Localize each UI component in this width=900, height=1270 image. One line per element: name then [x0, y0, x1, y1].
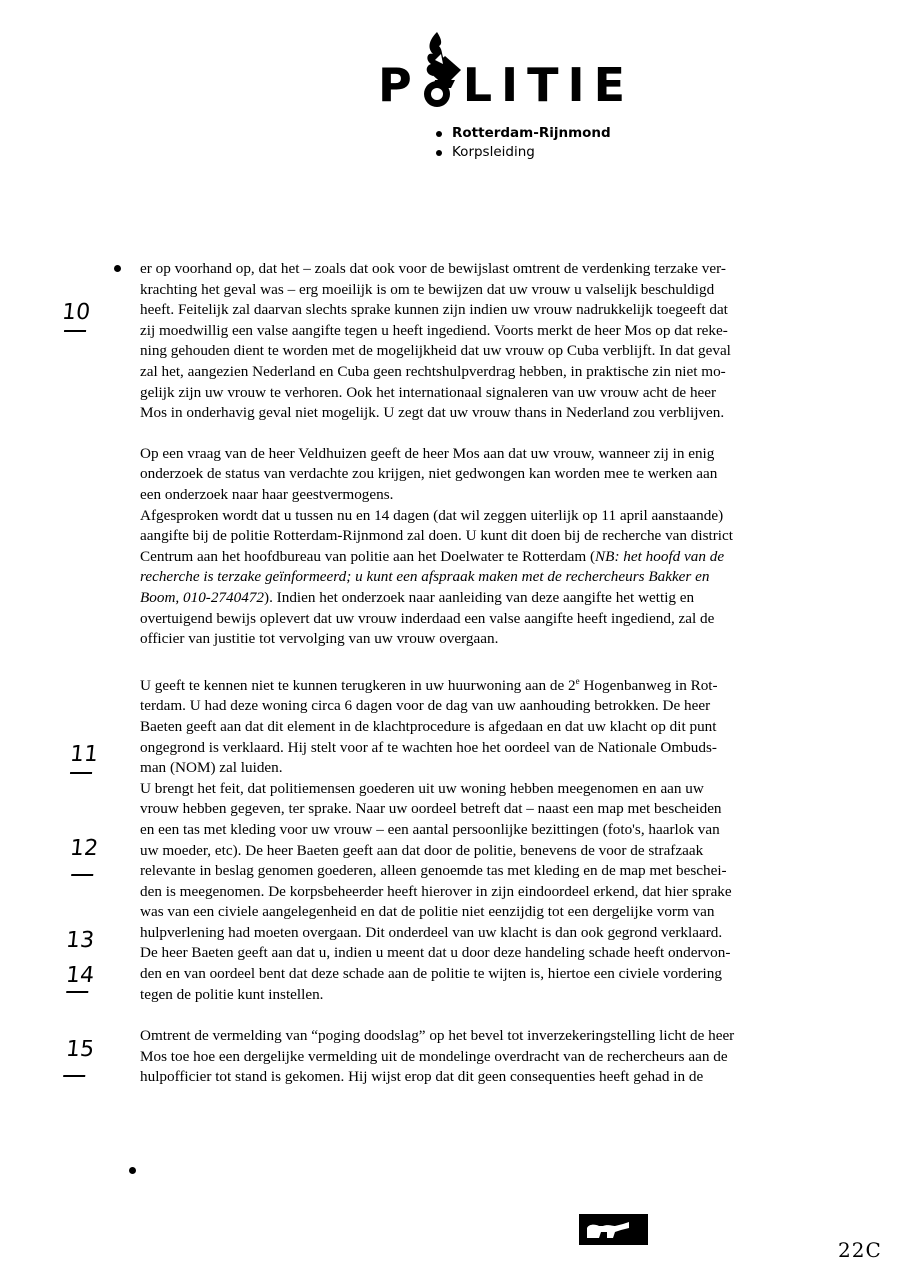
italic-note: NB: het hoofd van de [595, 547, 725, 565]
punch-hole-bullet-icon [114, 265, 121, 272]
text-line: tegen de politie kunt instellen. [140, 985, 324, 1003]
margin-note-number: 10 [60, 300, 92, 325]
margin-note [65, 1037, 96, 1062]
text-line: officier van justitie tot vervolging van uw vrouw overgaan. [140, 630, 499, 648]
footer-stamp-logo [579, 1214, 648, 1245]
logo-letters-litie: LITIE [462, 58, 635, 112]
text-line: Baeten geeft aan dat dit element in de klachtprocedure is afgedaan en dat uw klacht op dit punt [140, 717, 717, 735]
text-line: zij moedwillig een valse aangifte tegen u heeft ingediend. Voorts merkt de heer Mos op dat reke- [140, 321, 728, 339]
text-line: en een tas met kleding voor uw vrouw – een aantal persoonlijke bezittingen (foto's, haarlok van [140, 820, 720, 838]
margin-note-number: 14 [64, 963, 96, 988]
italic-note: recherche is terzake geïnformeerd; u kunt een afspraak maken met de rechercheurs Bakker en [140, 568, 710, 586]
margin-note [65, 963, 96, 988]
text-line: Mos in onderhavig geval niet mogelijk. U zegt dat uw vrouw thans in Nederland zou verblijven. [140, 404, 725, 422]
text-line: den en van oordeel bent dat deze schade aan de politie te wijten is, hiertoe een civiele vordering [140, 965, 722, 983]
margin-note-underline [63, 1075, 85, 1077]
punch-hole-bullet-icon [129, 1167, 136, 1174]
margin-note [69, 742, 100, 767]
text-line: hulpofficier tot stand is gekomen. Hij wijst erop dat dit geen consequenties heeft gehad in de [140, 1068, 704, 1086]
margin-note-number: 13 [64, 928, 96, 953]
org-line-region [436, 124, 611, 143]
text-span: Hogenbanweg in Rot- [579, 676, 718, 694]
text-line [140, 547, 830, 568]
text-line: Mos toe hoe een dergelijke vermelding uit de mondelinge overdracht van de rechercheurs aan de [140, 1047, 728, 1065]
italic-note: Boom, 010-2740472 [140, 588, 265, 606]
stamp-glyph-icon [579, 1214, 648, 1245]
bullet-icon [436, 150, 442, 156]
text-line: den is meegenomen. De korpsbeheerder heeft hierover in zijn eindoordeel erkend, dat hier sprake [140, 882, 732, 900]
text-line: ongegrond is verklaard. Hij stelt voor af te wachten hoe het oordeel van de Nationale Ombuds- [140, 738, 717, 756]
text-span: Centrum aan het hoofdbureau van politie aan het Doelwater te Rotterdam ( [140, 547, 596, 565]
text-line: terdam. U had deze woning circa 6 dagen voor de dag van uw aanhouding betrokken. De heer [140, 697, 711, 715]
margin-note-underline [66, 991, 88, 993]
margin-note-underline [71, 874, 93, 876]
paragraph-evidence [140, 259, 830, 424]
text-span: U geeft te kennen niet te kunnen terugkeren in uw huurwoning aan de 2 [140, 676, 576, 694]
margin-note-underline [70, 772, 92, 774]
text-line: gelijk zijn uw vrouw te verhoren. Ook het internationaal signaleren van uw vrouw acht de heer [140, 383, 717, 401]
text-line: uw moeder, etc). De heer Baeten geeft aan dat door de politie, benevens de voor de strafzaak [140, 841, 704, 859]
text-line: een onderzoek naar haar geestvermogens. [140, 485, 394, 503]
bullet-icon [436, 131, 442, 137]
margin-note-number: 12 [68, 836, 100, 861]
letter-body [140, 259, 830, 1088]
police-emblem-icon [415, 30, 465, 110]
text-line: aangifte bij de politie Rotterdam-Rijnmond zal doen. U kunt dit doen bij de recherche van district [140, 527, 733, 545]
margin-note-number: 15 [64, 1037, 96, 1062]
page-number: 22C [838, 1238, 882, 1262]
margin-note [69, 836, 100, 861]
text-line [140, 588, 830, 609]
text-line: vrouw hebben gegeven, ter sprake. Naar uw oordeel betreft dat – naast een map met bescheiden [140, 800, 722, 818]
text-line [140, 671, 830, 697]
text-line: overtuigend bewijs oplevert dat uw vrouw inderdaad een valse aangifte heeft ingediend, zal de [140, 609, 715, 627]
text-span: ). Indien het onderzoek naar aanleiding van deze aangifte het wettig en [264, 588, 695, 606]
paragraph-housing-and-goods [140, 671, 830, 1006]
text-line: zal het, aangezien Nederland en Cuba geen rechtshulpverdrag hebben, in praktische zin niet mo- [140, 362, 726, 380]
org-department: Korpsleiding [452, 144, 535, 160]
text-line: heeft. Feitelijk zal daarvan slechts sprake kunnen zijn indien uw vrouw nadrukkelijk toegeeft dat [140, 301, 728, 319]
margin-note-underline [64, 330, 86, 332]
text-line: er op voorhand op, dat het – zoals dat ook voor de bewijslast omtrent de verdenking terzake ver- [140, 260, 726, 277]
logo-letter-p: P [378, 58, 421, 112]
margin-note [65, 928, 96, 953]
text-line [140, 567, 830, 588]
org-line-department [436, 143, 611, 162]
paragraph-attempted-manslaughter [140, 1026, 830, 1088]
text-line: krachting het geval was – erg moeilijk is om te bewijzen dat uw vrouw u valselijk beschuldigd [140, 280, 715, 298]
text-line: onderzoek de status van verdachte zou krijgen, niet gedwongen kan worden mee te werken aan [140, 465, 718, 483]
text-line: ning gehouden dient te worden met de mogelijkheid dat uw vrouw op Cuba verblijft. In dat geval [140, 342, 731, 360]
text-line: Op een vraag van de heer Veldhuizen geeft de heer Mos aan dat uw vrouw, wanneer zij in enig [140, 444, 715, 462]
text-line: relevante in beslag genomen goederen, alleen genoemde tas met kleding en de map met beschei- [140, 862, 727, 880]
paragraph-agreement [140, 444, 830, 650]
superscript: e [575, 675, 580, 686]
text-line: hulpverlening had moeten overgaan. Dit onderdeel van uw klacht is dan ook gegrond verklaard. [140, 923, 723, 941]
text-line: man (NOM) zal luiden. [140, 759, 283, 777]
text-line: De heer Baeten geeft aan dat u, indien u meent dat u door deze handeling schade heeft ondervon- [140, 944, 731, 962]
margin-note-number: 11 [68, 742, 100, 767]
text-line: Omtrent de vermelding van “poging doodslag” op het bevel tot inverzekeringstelling licht de heer [140, 1027, 735, 1045]
organization-block [436, 124, 611, 162]
text-line: U brengt het feit, dat politiemensen goederen uit uw woning hebben meegenomen en aan uw [140, 779, 704, 797]
org-region: Rotterdam-Rijnmond [452, 125, 611, 141]
text-line: Afgesproken wordt dat u tussen nu en 14 dagen (dat wil zeggen uiterlijk op 11 april aanstaande) [140, 506, 724, 524]
text-line: was van een civiele aangelegenheid en dat de politie niet eenzijdig tot een dergelijke vorm van [140, 903, 715, 921]
margin-note [61, 300, 92, 325]
politie-logo [378, 30, 638, 110]
